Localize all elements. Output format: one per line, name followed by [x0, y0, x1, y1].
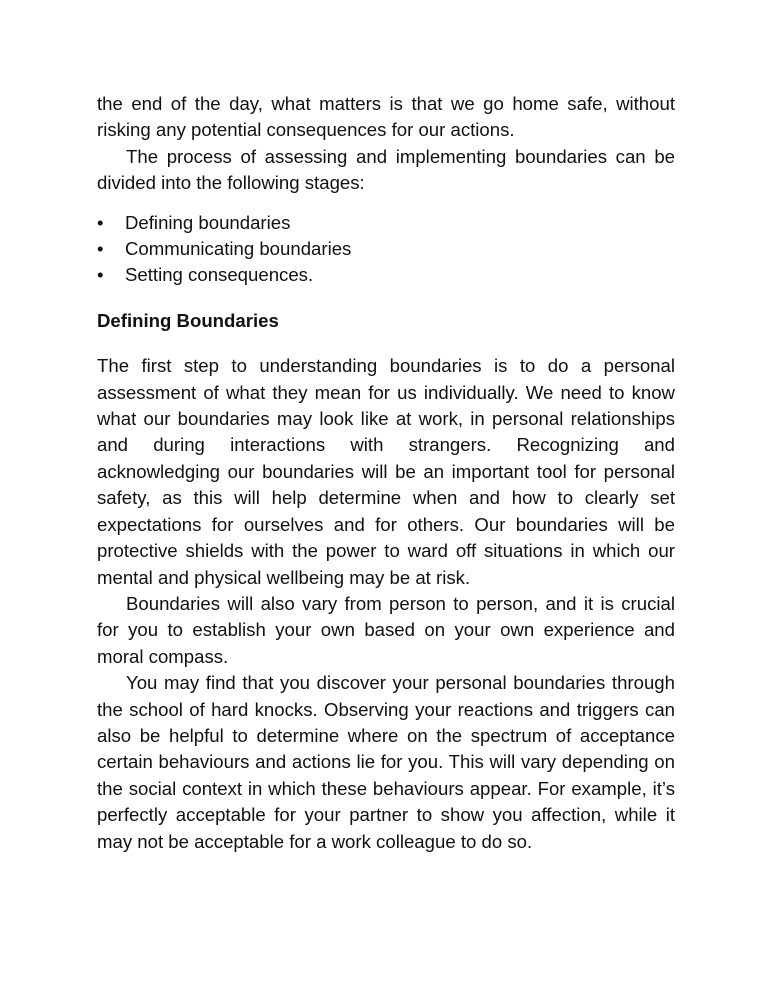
paragraph-continuation: the end of the day, what matters is that we go home safe, without risking any potential consequences for our actions. — [97, 93, 675, 141]
list-item — [97, 210, 675, 236]
list-item — [97, 262, 675, 288]
section-heading: Defining Boundaries — [97, 309, 279, 331]
stages-list — [97, 210, 675, 289]
paragraph-first-step: The first step to understanding boundaries is to do a personal assessment of what they mean for us individually. We need to know what our boundaries may look like at work, in personal relationships and during interactions with strangers. Recognizing and acknowledging our boundaries will be an important tool for personal safety, as this will help determine when and how to clearly set expectations for ourselves and for others. Our boundaries will be protective shields with the power to ward off situations in which our mental and physical wellbeing may be at risk. — [97, 355, 675, 588]
paragraph-vary: Boundaries will also vary from person to person, and it is crucial for you to establish your own based on your own experience and moral compass. — [97, 592, 675, 667]
paragraph-stages-intro: The process of assessing and implementing boundaries can be divided into the following stages: — [97, 145, 675, 194]
list-item-text: Communicating boundaries — [125, 238, 352, 260]
list-item — [97, 236, 675, 262]
bullet-marker: • — [97, 264, 104, 286]
document-page — [97, 91, 675, 855]
list-item-text: Defining boundaries — [125, 211, 291, 233]
bullet-marker: • — [97, 238, 104, 260]
paragraph-hard-knocks: You may find that you discover your personal boundaries through the school of hard knocks. Observing your reactions and triggers can also be helpful to determine where on the spectrum of acceptance certain behaviours and actions lie for you. This will vary depending on the social context in which these behaviours appear. For example, it’s perfectly acceptable for your partner to show you affection, while it may not be acceptable for a work colleague to do so. — [97, 672, 675, 852]
list-item-text: Setting consequences. — [125, 264, 314, 286]
bullet-marker: • — [97, 211, 104, 233]
